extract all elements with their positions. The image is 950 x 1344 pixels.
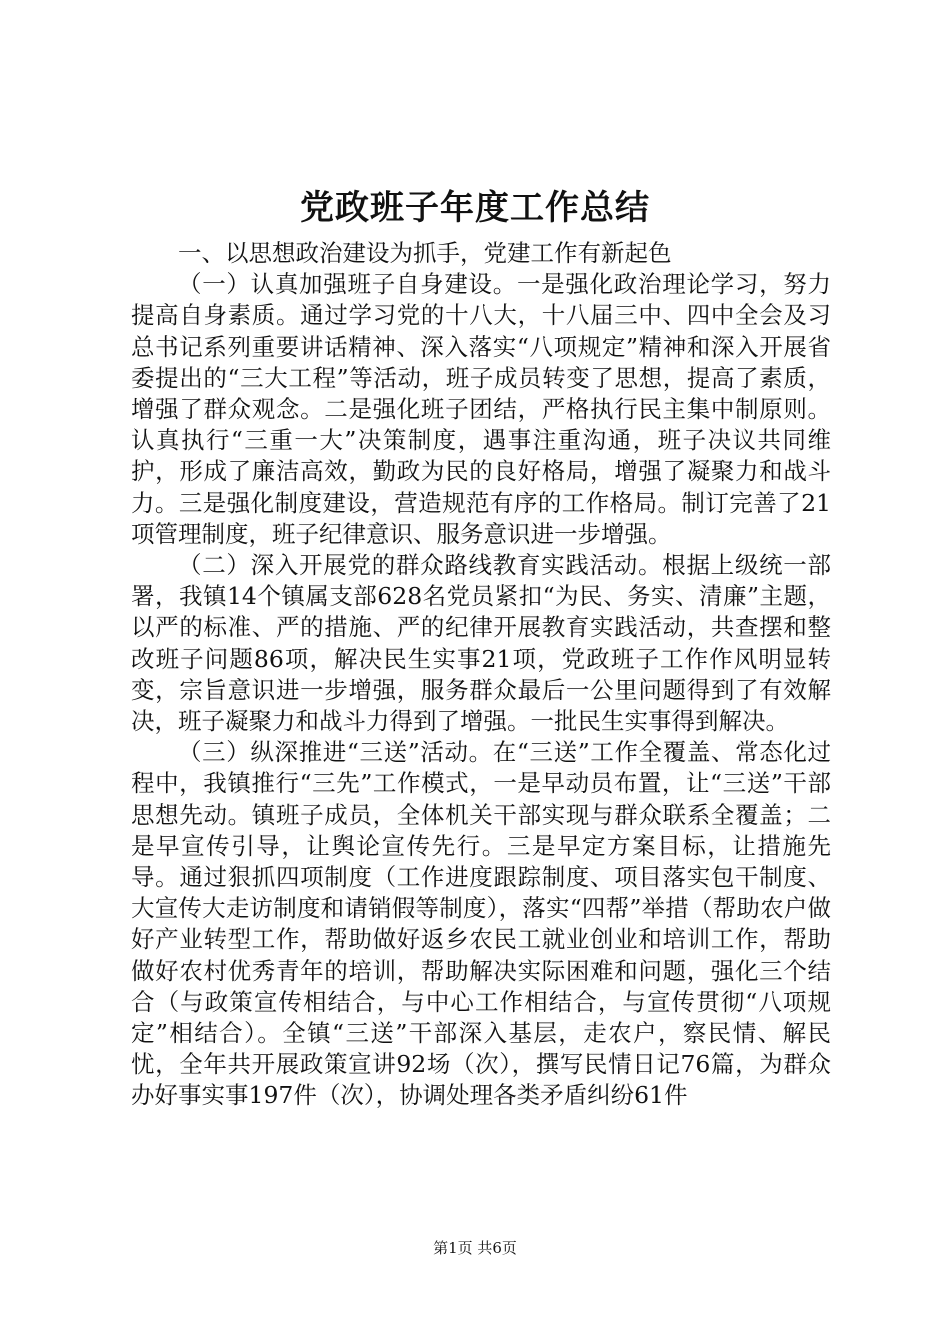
document-title: 党政班子年度工作总结 bbox=[300, 188, 650, 228]
document-body bbox=[131, 238, 831, 1112]
body-paragraph: （三）纵深推进“三送”活动。在“三送”工作全覆盖、常态化过程中，我镇推行“三先”工作模式，一是早动员布置，让“三送”干部思想先动。镇班子成员，全体机关干部实现与群众联系全覆盖；二是早宣传引导，让舆论宣传先行。三是早定方案目标，让措施先导。通过狠抓四项制度（工作进度跟踪制度、项目落实包干制度、大宣传大走访制度和请销假等制度），落实“四帮”举措（帮助农户做好产业转型工作，帮助做好返乡农民工就业创业和培训工作，帮助做好农村优秀青年的培训，帮助解决实际困难和问题，强化三个结合（与政策宣传相结合，与中心工作相结合，与宣传贯彻“八项规定”相结合）。全镇“三送”干部深入基层，走农户，察民情、解民忧，全年共开展政策宣讲92场（次），撰写民情日记76篇，为群众办好事实事197件（次），协调处理各类矛盾纠纷61件 bbox=[131, 738, 831, 1110]
page-footer: 第1页 共6页 bbox=[433, 1239, 517, 1257]
body-paragraph: （二）深入开展党的群众路线教育实践活动。根据上级统一部署，我镇14个镇属支部628名党员紧扣“为民、务实、清廉”主题，以严的标准、严的措施、严的纪律开展教育实践活动，共查摆和整改班子问题86项，解决民生实事21项，党政班子工作作风明显转变，宗旨意识进一步增强，服务群众最后一公里问题得到了有效解决，班子凝聚力和战斗力得到了增强。一批民生实事得到解决。 bbox=[131, 551, 831, 736]
body-paragraph: （一）认真加强班子自身建设。一是强化政治理论学习，努力提高自身素质。通过学习党的十八大，十八届三中、四中全会及习总书记系列重要讲话精神、深入落实“八项规定”精神和深入开展省委提出的“三大工程”等活动，班子成员转变了思想，提高了素质，增强了群众观念。二是强化班子团结，严格执行民主集中制原则。认真执行“三重一大”决策制度，遇事注重沟通，班子决议共同维护，形成了廉洁高效，勤政为民的良好格局，增强了凝聚力和战斗力。三是强化制度建设，营造规范有序的工作格局。制订完善了21项管理制度，班子纪律意识、服务意识进一步增强。 bbox=[131, 270, 831, 548]
section-heading: 一、以思想政治建设为抓手，党建工作有新起色 bbox=[178, 239, 672, 267]
